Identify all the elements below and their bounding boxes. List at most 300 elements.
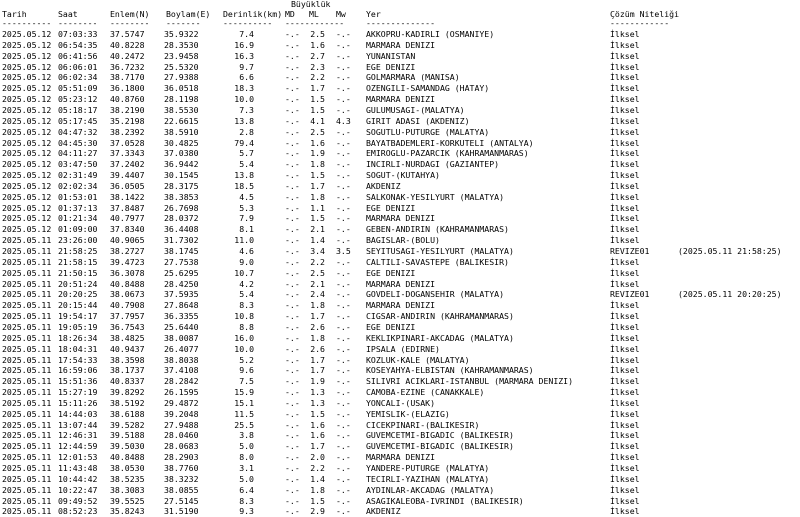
mw-cell: -.-: [336, 159, 351, 170]
longitude-cell: 27.5145: [164, 495, 199, 506]
solution-cell: İlksel: [610, 115, 640, 126]
divider-latitude: --------: [110, 18, 150, 28]
longitude-cell: 37.4108: [164, 365, 199, 376]
date-cell: 2025.05.12: [2, 39, 52, 50]
mw-cell: -.-: [336, 126, 351, 137]
time-cell: 02:31:49: [58, 170, 98, 181]
time-cell: 15:11:26: [58, 397, 98, 408]
ml-cell: 2.5: [310, 267, 325, 278]
table-row: [2, 235, 798, 246]
solution-cell: İlksel: [610, 180, 640, 191]
mw-cell: -.-: [336, 137, 351, 148]
table-row: [2, 376, 798, 387]
md-cell: -.-: [285, 180, 300, 191]
solution-cell: İlksel: [610, 397, 640, 408]
depth-cell: 4.2: [239, 278, 254, 289]
solution-cell: İlksel: [610, 387, 640, 398]
date-cell: 2025.05.12: [2, 191, 52, 202]
time-cell: 04:45:30: [58, 137, 98, 148]
time-cell: 05:23:12: [58, 94, 98, 105]
location-cell: YUNANISTAN: [366, 50, 416, 61]
latitude-cell: 40.9437: [110, 343, 145, 354]
date-cell: 2025.05.12: [2, 148, 52, 159]
divider-magnitude: ------------: [285, 18, 345, 28]
longitude-cell: 31.5190: [164, 506, 199, 517]
ml-cell: 1.6: [310, 137, 325, 148]
latitude-cell: 37.8340: [110, 224, 145, 235]
time-cell: 10:22:47: [58, 484, 98, 495]
latitude-cell: 38.2190: [110, 104, 145, 115]
time-cell: 10:44:42: [58, 473, 98, 484]
mw-cell: -.-: [336, 29, 351, 39]
longitude-cell: 30.1545: [164, 170, 199, 181]
depth-cell: 5.0: [239, 473, 254, 484]
time-cell: 05:17:45: [58, 115, 98, 126]
md-cell: -.-: [285, 235, 300, 246]
longitude-cell: 27.7538: [164, 256, 199, 267]
mw-cell: -.-: [336, 430, 351, 441]
depth-cell: 25.5: [234, 419, 254, 430]
date-cell: 2025.05.11: [2, 300, 52, 311]
date-cell: 2025.05.11: [2, 289, 52, 300]
solution-cell: İlksel: [610, 137, 640, 148]
table-row: [2, 62, 798, 73]
location-cell: AKDENIZ: [366, 180, 401, 191]
depth-cell: 7.5: [239, 376, 254, 387]
date-cell: 2025.05.12: [2, 213, 52, 224]
table-row: [2, 474, 798, 485]
time-cell: 01:37:13: [58, 202, 98, 213]
longitude-cell: 28.3530: [164, 39, 199, 50]
mw-cell: -.-: [336, 376, 351, 387]
depth-cell: 9.3: [239, 506, 254, 517]
table-row: [2, 355, 798, 366]
table-row: [2, 420, 798, 431]
solution-cell: İlksel: [610, 83, 640, 94]
latitude-cell: 40.7908: [110, 300, 145, 311]
date-cell: 2025.05.11: [2, 332, 52, 343]
latitude-cell: 38.5235: [110, 473, 145, 484]
location-cell: GOLMARMARA (MANISA): [366, 72, 460, 83]
depth-cell: 2.8: [239, 126, 254, 137]
time-cell: 21:58:25: [58, 246, 98, 256]
location-cell: BAGISLAR-(BOLU): [366, 235, 440, 246]
solution-cell: İlksel: [610, 463, 640, 473]
longitude-cell: 23.9458: [164, 50, 199, 61]
location-cell: GEBEN-ANDIRIN (KAHRAMANMARAS): [366, 224, 509, 235]
time-cell: 01:53:01: [58, 191, 98, 202]
longitude-cell: 38.5530: [164, 104, 199, 115]
ml-cell: 2.6: [310, 321, 325, 332]
ml-cell: 1.5: [310, 170, 325, 181]
date-cell: 2025.05.11: [2, 246, 52, 256]
md-cell: -.-: [285, 473, 300, 484]
ml-cell: 1.5: [310, 408, 325, 419]
longitude-cell: 38.7760: [164, 463, 199, 473]
latitude-cell: 37.3343: [110, 148, 145, 159]
date-cell: 2025.05.11: [2, 267, 52, 278]
divider-longitude: -------: [166, 18, 201, 28]
time-cell: 20:15:44: [58, 300, 98, 311]
solution-cell: İlksel: [610, 191, 640, 202]
ml-cell: 1.4: [310, 473, 325, 484]
mw-cell: -.-: [336, 506, 351, 517]
depth-cell: 6.6: [239, 72, 254, 83]
revision-time-cell: (2025.05.11 20:20:25): [678, 289, 782, 300]
location-cell: KOSEYAHYA-ELBISTAN (KAHRAMANMARAS): [366, 365, 534, 376]
latitude-cell: 37.8487: [110, 202, 145, 213]
md-cell: -.-: [285, 332, 300, 343]
location-cell: SOGUTLU-PUTURGE (MALATYA): [366, 126, 490, 137]
md-cell: -.-: [285, 419, 300, 430]
ml-cell: 1.5: [310, 213, 325, 224]
latitude-cell: 39.4407: [110, 170, 145, 181]
mw-cell: -.-: [336, 224, 351, 235]
solution-cell: İlksel: [610, 365, 640, 376]
ml-cell: 2.5: [310, 29, 325, 39]
solution-cell: İlksel: [610, 376, 640, 387]
md-cell: -.-: [285, 61, 300, 72]
time-cell: 07:03:33: [58, 29, 98, 39]
depth-cell: 10.7: [234, 267, 254, 278]
longitude-cell: 36.0518: [164, 83, 199, 94]
solution-cell: REVIZE01: [610, 289, 650, 300]
solution-cell: İlksel: [610, 159, 640, 170]
longitude-cell: 27.9488: [164, 419, 199, 430]
md-cell: -.-: [285, 300, 300, 311]
depth-cell: 7.4: [239, 29, 254, 39]
solution-cell: İlksel: [610, 170, 640, 181]
latitude-cell: 38.1737: [110, 365, 145, 376]
longitude-cell: 26.4077: [164, 343, 199, 354]
solution-cell: İlksel: [610, 94, 640, 105]
location-cell: YEMISLIK-(ELAZIG): [366, 408, 450, 419]
longitude-cell: 38.8038: [164, 354, 199, 365]
ml-cell: 1.9: [310, 376, 325, 387]
magnitude-group-title: Büyüklük: [291, 0, 331, 9]
mw-cell: -.-: [336, 441, 351, 452]
longitude-cell: 38.0855: [164, 484, 199, 495]
table-row: [2, 409, 798, 420]
solution-cell: İlksel: [610, 484, 640, 495]
location-cell: CAMOBA-EZINE (CANAKKALE): [366, 387, 485, 398]
date-cell: 2025.05.12: [2, 159, 52, 170]
date-cell: 2025.05.12: [2, 170, 52, 181]
date-cell: 2025.05.12: [2, 115, 52, 126]
longitude-cell: 28.0683: [164, 441, 199, 452]
depth-cell: 8.1: [239, 224, 254, 235]
depth-cell: 5.3: [239, 202, 254, 213]
time-cell: 11:43:48: [58, 463, 98, 473]
ml-cell: 1.8: [310, 191, 325, 202]
longitude-cell: 28.4250: [164, 278, 199, 289]
latitude-cell: 36.0505: [110, 180, 145, 191]
md-cell: -.-: [285, 376, 300, 387]
table-row: [2, 279, 798, 290]
location-cell: SEYITUSAGI-YESILYURT (MALATYA): [366, 246, 514, 256]
md-cell: -.-: [285, 224, 300, 235]
ml-cell: 3.4: [310, 246, 325, 256]
location-cell: INCIRLI-NURDAGI (GAZIANTEP): [366, 159, 500, 170]
location-cell: AKKOPRU-KADIRLI (OSMANIYE): [366, 29, 495, 39]
mw-cell: -.-: [336, 289, 351, 300]
latitude-cell: 40.8760: [110, 94, 145, 105]
longitude-cell: 36.3355: [164, 311, 199, 322]
location-cell: MARMARA DENIZI: [366, 300, 436, 311]
md-cell: -.-: [285, 191, 300, 202]
latitude-cell: 38.3083: [110, 484, 145, 495]
mw-cell: -.-: [336, 332, 351, 343]
longitude-cell: 28.2842: [164, 376, 199, 387]
location-cell: OZENGILI-SAMANDAG (HATAY): [366, 83, 490, 94]
md-cell: -.-: [285, 397, 300, 408]
mw-cell: -.-: [336, 354, 351, 365]
depth-cell: 18.5: [234, 180, 254, 191]
table-row: [2, 72, 798, 83]
depth-cell: 9.0: [239, 256, 254, 267]
longitude-cell: 31.7302: [164, 235, 199, 246]
time-cell: 01:21:34: [58, 213, 98, 224]
longitude-cell: 38.0087: [164, 332, 199, 343]
table-row: [2, 496, 798, 507]
longitude-cell: 26.1595: [164, 387, 199, 398]
table-row: [2, 311, 798, 322]
mw-cell: -.-: [336, 50, 351, 61]
solution-cell: İlksel: [610, 202, 640, 213]
depth-cell: 7.9: [239, 213, 254, 224]
date-cell: 2025.05.11: [2, 311, 52, 322]
date-cell: 2025.05.12: [2, 94, 52, 105]
time-cell: 15:27:19: [58, 387, 98, 398]
date-cell: 2025.05.12: [2, 126, 52, 137]
solution-cell: İlksel: [610, 441, 640, 452]
latitude-cell: 37.5747: [110, 29, 145, 39]
depth-cell: 16.3: [234, 50, 254, 61]
latitude-cell: 40.2472: [110, 50, 145, 61]
table-row: [2, 116, 798, 127]
mw-cell: -.-: [336, 463, 351, 473]
divider-solution: ------------: [610, 18, 670, 28]
date-cell: 2025.05.11: [2, 430, 52, 441]
solution-cell: İlksel: [610, 495, 640, 506]
mw-cell: -.-: [336, 267, 351, 278]
date-cell: 2025.05.11: [2, 365, 52, 376]
solution-cell: İlksel: [610, 419, 640, 430]
header-depth: Derinlik(km): [223, 9, 283, 19]
mw-cell: -.-: [336, 170, 351, 181]
ml-cell: 2.2: [310, 256, 325, 267]
ml-cell: 2.3: [310, 61, 325, 72]
time-cell: 06:54:35: [58, 39, 98, 50]
mw-cell: -.-: [336, 278, 351, 289]
md-cell: -.-: [285, 387, 300, 398]
table-row: [2, 300, 798, 311]
ml-cell: 1.8: [310, 332, 325, 343]
date-cell: 2025.05.12: [2, 61, 52, 72]
location-cell: SALKONAK-YESILYURT (MALATYA): [366, 191, 505, 202]
ml-cell: 1.7: [310, 83, 325, 94]
location-cell: CALTILI-SAVASTEPE (BALIKESIR): [366, 256, 509, 267]
location-cell: AKDENIZ: [366, 506, 401, 517]
time-cell: 04:11:27: [58, 148, 98, 159]
mw-cell: -.-: [336, 365, 351, 376]
date-cell: 2025.05.11: [2, 321, 52, 332]
table-row: [2, 138, 798, 149]
location-cell: EGE DENIZI: [366, 267, 416, 278]
md-cell: -.-: [285, 441, 300, 452]
depth-cell: 5.7: [239, 148, 254, 159]
md-cell: -.-: [285, 246, 300, 256]
time-cell: 20:20:25: [58, 289, 98, 300]
table-row: [2, 127, 798, 138]
md-cell: -.-: [285, 29, 300, 39]
solution-cell: İlksel: [610, 343, 640, 354]
solution-cell: İlksel: [610, 300, 640, 311]
mw-cell: -.-: [336, 180, 351, 191]
ml-cell: 2.1: [310, 224, 325, 235]
table-row: [2, 387, 798, 398]
mw-cell: -.-: [336, 300, 351, 311]
mw-cell: -.-: [336, 39, 351, 50]
depth-cell: 15.9: [234, 387, 254, 398]
date-cell: 2025.05.12: [2, 29, 52, 39]
ml-cell: 1.3: [310, 387, 325, 398]
ml-cell: 1.1: [310, 202, 325, 213]
md-cell: -.-: [285, 50, 300, 61]
depth-cell: 9.6: [239, 365, 254, 376]
table-row: [2, 268, 798, 279]
table-row: [2, 29, 798, 40]
md-cell: -.-: [285, 289, 300, 300]
time-cell: 20:51:24: [58, 278, 98, 289]
latitude-cell: 39.5030: [110, 441, 145, 452]
table-row: [2, 203, 798, 214]
solution-cell: İlksel: [610, 354, 640, 365]
solution-cell: İlksel: [610, 224, 640, 235]
mw-cell: -.-: [336, 311, 351, 322]
date-cell: 2025.05.11: [2, 235, 52, 246]
longitude-cell: 37.5935: [164, 289, 199, 300]
mw-cell: -.-: [336, 387, 351, 398]
latitude-cell: 40.7977: [110, 213, 145, 224]
longitude-cell: 28.0372: [164, 213, 199, 224]
latitude-cell: 40.8337: [110, 376, 145, 387]
time-cell: 19:54:17: [58, 311, 98, 322]
depth-cell: 5.4: [239, 159, 254, 170]
header-solution: Çözüm Niteliği: [610, 9, 680, 19]
ml-cell: 2.7: [310, 50, 325, 61]
header-longitude: Boylam(E): [166, 9, 211, 19]
date-cell: 2025.05.11: [2, 408, 52, 419]
table-row: [2, 344, 798, 355]
table-row: [2, 51, 798, 62]
location-cell: MARMARA DENIZI: [366, 39, 436, 50]
date-cell: 2025.05.11: [2, 376, 52, 387]
longitude-cell: 28.1198: [164, 94, 199, 105]
md-cell: -.-: [285, 267, 300, 278]
ml-cell: 1.7: [310, 311, 325, 322]
location-cell: EGE DENIZI: [366, 202, 416, 213]
ml-cell: 2.2: [310, 463, 325, 473]
location-cell: SOGUT-(KUTAHYA): [366, 170, 440, 181]
md-cell: -.-: [285, 126, 300, 137]
time-cell: 06:06:01: [58, 61, 98, 72]
latitude-cell: 36.7543: [110, 321, 145, 332]
latitude-cell: 37.7957: [110, 311, 145, 322]
ml-cell: 2.9: [310, 506, 325, 517]
date-cell: 2025.05.11: [2, 463, 52, 473]
mw-cell: -.-: [336, 419, 351, 430]
divider-time: --------: [58, 18, 98, 28]
md-cell: -.-: [285, 495, 300, 506]
depth-cell: 16.9: [234, 39, 254, 50]
latitude-cell: 38.7170: [110, 72, 145, 83]
table-row: [2, 224, 798, 235]
latitude-cell: 39.5525: [110, 495, 145, 506]
md-cell: -.-: [285, 321, 300, 332]
table-row: [2, 94, 798, 105]
location-cell: GUVEMCETMI-BIGADIC (BALIKESIR): [366, 441, 514, 452]
solution-cell: İlksel: [610, 104, 640, 115]
location-cell: AYDINLAR-AKCADAG (MALATYA): [366, 484, 495, 495]
mw-cell: -.-: [336, 104, 351, 115]
date-cell: 2025.05.12: [2, 202, 52, 213]
solution-cell: İlksel: [610, 50, 640, 61]
md-cell: -.-: [285, 94, 300, 105]
depth-cell: 10.0: [234, 343, 254, 354]
ml-cell: 1.8: [310, 159, 325, 170]
header-mw: Mw: [336, 9, 346, 19]
mw-cell: -.-: [336, 94, 351, 105]
latitude-cell: 40.8488: [110, 452, 145, 463]
md-cell: -.-: [285, 202, 300, 213]
longitude-cell: 36.4408: [164, 224, 199, 235]
solution-cell: İlksel: [610, 72, 640, 83]
latitude-cell: 38.4825: [110, 332, 145, 343]
solution-cell: İlksel: [610, 430, 640, 441]
time-cell: 06:41:56: [58, 50, 98, 61]
time-cell: 04:47:32: [58, 126, 98, 137]
location-cell: MARMARA DENIZI: [366, 94, 436, 105]
table-row: [2, 159, 798, 170]
mw-cell: -.-: [336, 72, 351, 83]
longitude-cell: 39.2048: [164, 408, 199, 419]
ml-cell: 1.5: [310, 495, 325, 506]
solution-cell: İlksel: [610, 267, 640, 278]
solution-cell: İlksel: [610, 473, 640, 484]
time-cell: 03:47:50: [58, 159, 98, 170]
table-row: [2, 40, 798, 51]
ml-cell: 2.2: [310, 72, 325, 83]
ml-cell: 2.4: [310, 289, 325, 300]
depth-cell: 8.8: [239, 321, 254, 332]
time-cell: 13:07:44: [58, 419, 98, 430]
mw-cell: -.-: [336, 235, 351, 246]
mw-cell: -.-: [336, 148, 351, 159]
table-row: [2, 148, 798, 159]
md-cell: -.-: [285, 463, 300, 473]
md-cell: -.-: [285, 278, 300, 289]
md-cell: -.-: [285, 506, 300, 517]
divider-location: --------------: [366, 18, 436, 28]
ml-cell: 1.8: [310, 300, 325, 311]
mw-cell: -.-: [336, 495, 351, 506]
header-time: Saat: [58, 9, 78, 19]
table-row: [2, 105, 798, 116]
solution-cell: İlksel: [610, 408, 640, 419]
depth-cell: 7.3: [239, 104, 254, 115]
location-cell: MARMARA DENIZI: [366, 452, 436, 463]
